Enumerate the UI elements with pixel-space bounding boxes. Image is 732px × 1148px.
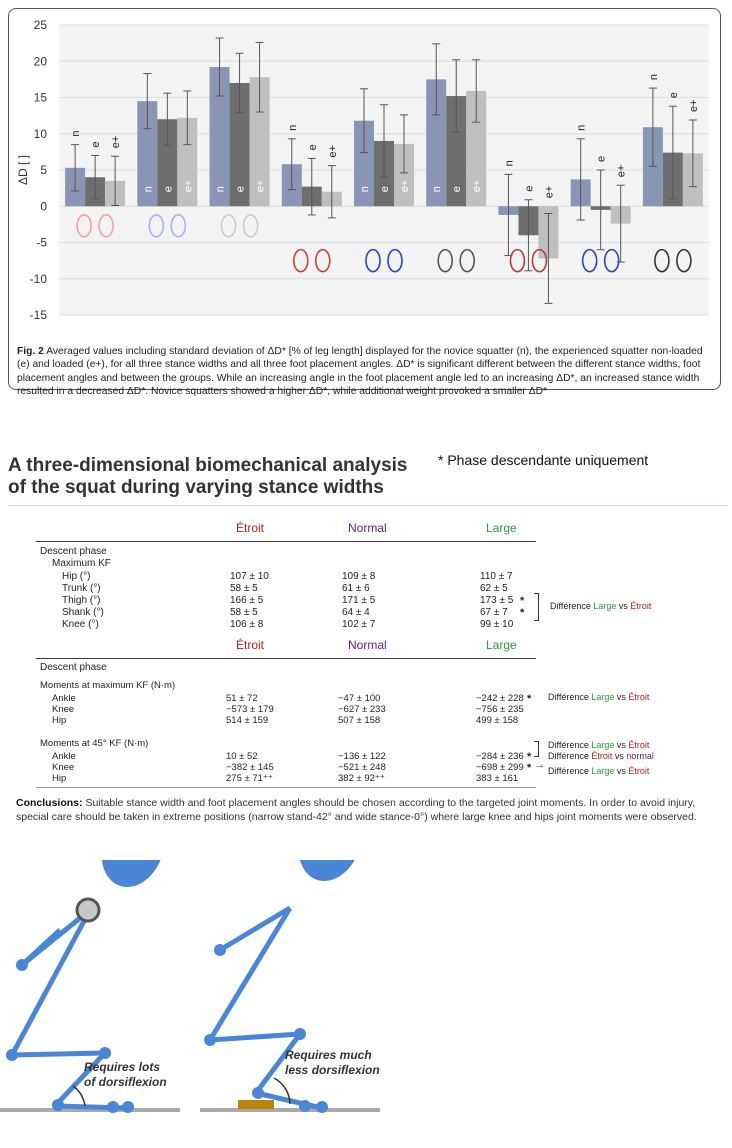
knee-joint-left — [99, 1047, 111, 1059]
series-label: e+ — [543, 185, 556, 199]
y-tick-label: 15 — [33, 90, 47, 105]
annot-prefix: Différence — [548, 766, 592, 776]
series-label: n — [647, 73, 660, 81]
table2-sub2: Moments at 45° KF (N·m) — [40, 738, 149, 749]
series-label: e — [234, 186, 247, 193]
series-label: e+ — [687, 99, 700, 112]
annot-group-b: Étroit — [628, 740, 650, 750]
table2-cell: −242 ± 228 — [476, 693, 524, 704]
table2-cell: −382 ± 145 — [226, 762, 274, 773]
table1-subsection: Maximum KF — [52, 558, 111, 569]
right-label-2: less dorsiflexion — [285, 1063, 380, 1077]
squat-figure-right — [200, 860, 380, 1113]
conclusions-text: Suitable stance width and foot placement angles should be chosen according to the targeted joint moments. In order to avoid injury, special care should be taken in extreme positions (narrow stand-42° and wide stance-0°) where large knee and hips joint moments were observed. — [16, 797, 697, 823]
table1-cell: 58 ± 5 — [230, 583, 258, 594]
series-label: n — [142, 186, 155, 193]
table2-row-label: Knee — [52, 704, 75, 715]
table1-star: * — [520, 607, 525, 619]
y-tick-label: -5 — [36, 235, 47, 250]
annot-group-b: Étroit — [628, 692, 650, 702]
series-label: e — [451, 186, 464, 193]
difference-annotation — [548, 766, 649, 776]
table1-cell: 67 ± 7 — [480, 607, 508, 618]
difference-annotation — [548, 740, 649, 750]
table2-row-label: Knee — [52, 762, 75, 773]
table1-row-label: Thigh (°) — [62, 595, 101, 606]
annot-group-a: Large — [591, 692, 615, 702]
conclusions-label: Conclusions: — [16, 797, 83, 809]
table2-rule — [36, 658, 536, 659]
table2-cell: 383 ± 161 — [476, 773, 519, 784]
annot-group-b: Étroit — [628, 766, 650, 776]
series-label: n — [575, 124, 588, 131]
series-label: e+ — [615, 164, 628, 178]
table1-cell: 166 ± 5 — [230, 595, 264, 606]
paper-title: A three-dimensional biomechanical analysis of the squat during varying stance widths — [8, 455, 408, 498]
right-label-1: Requires much — [285, 1048, 372, 1062]
toe-joint-left-a — [107, 1101, 119, 1113]
table2-cell: 507 ± 158 — [338, 715, 381, 726]
table2-cell: −521 ± 248 — [338, 762, 386, 773]
series-label: n — [286, 124, 299, 131]
squat-figure-left — [0, 860, 180, 1113]
series-label: n — [431, 186, 444, 193]
annot-group-b: Étroit — [630, 601, 652, 611]
head-right — [288, 860, 372, 890]
difference-annotation — [550, 601, 651, 611]
series-label: e+ — [182, 179, 195, 193]
annot-group-a: Étroit — [591, 751, 613, 761]
conclusions — [16, 797, 716, 824]
bar-chart — [9, 9, 722, 354]
table1-brace — [534, 593, 539, 621]
annot-prefix: Différence — [548, 740, 592, 750]
table2-cell: −756 ± 235 — [476, 704, 524, 715]
figure-panel — [8, 8, 721, 397]
table2-brace — [534, 741, 539, 757]
annot-prefix: Différence — [548, 692, 592, 702]
series-label: e+ — [326, 145, 339, 158]
series-label: n — [214, 186, 227, 193]
table2-star: * — [527, 762, 532, 774]
table2-column-header: Large — [486, 638, 517, 652]
y-tick-label: 0 — [40, 199, 47, 214]
trunk-left — [12, 910, 90, 1055]
phase-note: * Phase descendante uniquement — [438, 452, 649, 468]
table2-cell: 382 ± 92⁺⁺ — [338, 773, 385, 784]
table2-cell: −47 ± 100 — [338, 693, 381, 704]
table1-cell: 173 ± 5 — [480, 595, 514, 606]
series-label: e+ — [110, 135, 123, 149]
table1-row-label: Hip (°) — [62, 571, 91, 582]
table2-arrow: → — [534, 759, 545, 771]
table2-cell: −573 ± 179 — [226, 704, 274, 715]
table2-section: Descent phase — [40, 662, 107, 673]
annot-prefix: Différence — [550, 601, 594, 611]
y-axis-label: ΔD [ ] — [16, 154, 30, 186]
ankle-joint-left — [52, 1099, 64, 1111]
series-label: e+ — [254, 179, 267, 193]
table1-star: * — [520, 595, 525, 607]
table2-cell: −698 ± 299 — [476, 762, 524, 773]
y-tick-label: 5 — [40, 163, 47, 177]
annot-vs: vs — [612, 751, 627, 761]
y-tick-label: -15 — [29, 308, 47, 322]
toe-joint-right-b — [316, 1101, 328, 1113]
left-label-1: Requires lots — [84, 1060, 161, 1074]
annot-vs: vs — [614, 692, 629, 702]
table1-cell: 110 ± 7 — [480, 571, 513, 582]
trunk-right — [210, 908, 290, 1040]
table2-row-label: Ankle — [52, 751, 76, 762]
table1-row-label: Trunk (°) — [62, 583, 101, 594]
annot-group-a: Large — [593, 601, 617, 611]
table2-cell: −136 ± 122 — [338, 751, 386, 762]
toe-joint-left-b — [122, 1101, 134, 1113]
table1-section: Descent phase — [40, 546, 107, 557]
table1-cell: 107 ± 10 — [230, 571, 269, 582]
table1-cell: 109 ± 8 — [342, 571, 376, 582]
annot-group-a: Large — [591, 740, 615, 750]
table1-cell: 99 ± 10 — [480, 619, 514, 630]
table1-row-label: Shank (°) — [62, 607, 104, 618]
head-left — [91, 860, 175, 896]
table1-column-header: Large — [486, 521, 517, 535]
title-divider — [8, 505, 728, 506]
table1-rule — [36, 541, 536, 542]
table2-cell: −627 ± 233 — [338, 704, 386, 715]
annot-group-b: normal — [626, 751, 654, 761]
annot-group-a: Large — [591, 766, 615, 776]
annot-vs: vs — [614, 740, 629, 750]
series-label: e — [523, 185, 536, 192]
annot-prefix: Différence — [548, 751, 592, 761]
series-label: n — [70, 130, 83, 137]
table1-row-label: Knee (°) — [62, 619, 99, 630]
hip-joint-left — [6, 1049, 18, 1061]
series-label: e — [90, 141, 103, 148]
y-tick-label: 25 — [33, 18, 47, 32]
table2-cell: 275 ± 71⁺⁺ — [226, 773, 273, 784]
table2-cell: 51 ± 72 — [226, 693, 258, 704]
series-label: e — [667, 92, 680, 99]
difference-annotation — [548, 751, 654, 761]
table2-star: * — [527, 693, 532, 705]
caption-text: Averaged values including standard deviation of ΔD* [% of leg length] displayed for the novice squatter (n), the experienced squatter non-loaded (e) and loaded (e+), for all three stance widths and all three foot placement angles. ΔD* is significant different between the different stance widths, foot placement angles and between the groups. While an increasing angle in the foot placement angle led to an increasing ΔD*, an increased stance width resulted in a decreased ΔD*. Novice squatters showed a higher ΔD*, while additional weight provoked a smaller ΔD* — [17, 346, 703, 397]
thigh-right — [210, 1034, 300, 1040]
angle-arc-left — [73, 1086, 85, 1106]
table1-cell: 102 ± 7 — [342, 619, 376, 630]
series-label: e — [162, 186, 175, 193]
table2-column-header: Étroit — [236, 638, 265, 652]
table1-cell: 62 ± 5 — [480, 583, 508, 594]
thigh-left — [12, 1053, 105, 1055]
table2-cell: −284 ± 236 — [476, 751, 524, 762]
table2-row-label: Hip — [52, 715, 67, 726]
series-label: e+ — [471, 179, 484, 193]
y-tick-label: 10 — [33, 126, 47, 141]
table1-cell: 64 ± 4 — [342, 607, 370, 618]
knee-joint-right — [294, 1028, 306, 1040]
table1-column-header: Étroit — [236, 521, 265, 535]
annot-vs: vs — [614, 766, 629, 776]
left-label-2: of dorsiflexion — [84, 1075, 167, 1089]
table2-cell: 514 ± 159 — [226, 715, 269, 726]
table1-cell: 171 ± 5 — [342, 595, 376, 606]
series-label: n — [359, 186, 371, 193]
series-label: e — [595, 155, 608, 162]
difference-annotation — [548, 692, 649, 702]
figure-caption — [17, 345, 717, 398]
table2-row-label: Hip — [52, 773, 67, 784]
ankle-joint-right — [252, 1087, 264, 1099]
table1-column-header: Normal — [348, 521, 387, 535]
table1-cell: 61 ± 6 — [342, 583, 370, 594]
series-label: e+ — [399, 179, 411, 193]
series-label: e — [379, 186, 391, 193]
annot-vs: vs — [616, 601, 631, 611]
series-label: e — [306, 144, 319, 151]
table2-row-label: Ankle — [52, 693, 76, 704]
squat-diagram — [0, 860, 732, 1148]
y-tick-label: 20 — [33, 54, 47, 69]
table2-cell: 499 ± 158 — [476, 715, 519, 726]
table1-cell: 106 ± 8 — [230, 619, 264, 630]
series-label: n — [503, 160, 516, 167]
hip-joint-right — [204, 1034, 216, 1046]
table2-star: * — [527, 751, 532, 763]
toe-joint-right-a — [299, 1100, 311, 1112]
shoulder-joint-left — [77, 899, 99, 921]
hand-left — [16, 959, 28, 971]
table1-cell: 58 ± 5 — [230, 607, 258, 618]
hand-right — [214, 944, 226, 956]
forearm-left — [22, 930, 60, 965]
heel-wedge — [238, 1100, 274, 1109]
y-tick-label: -10 — [29, 271, 47, 286]
table2-bottom-rule — [36, 787, 536, 788]
table2-sub1: Moments at maximum KF (N·m) — [40, 680, 176, 691]
table2-cell: 10 ± 52 — [226, 751, 258, 762]
table2-column-header: Normal — [348, 638, 387, 652]
caption-label: Fig. 2 — [17, 346, 44, 357]
